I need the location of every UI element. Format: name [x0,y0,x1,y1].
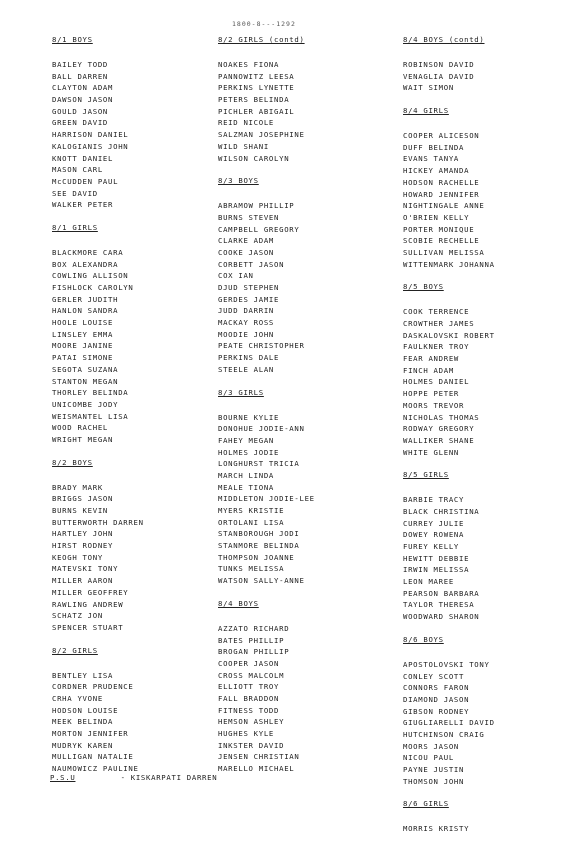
student-name: PERKINS LYNETTE [218,83,295,93]
class-section [218,34,383,164]
student-list [403,494,553,623]
student-name: ROBINSON DAVID [403,60,475,69]
student-name: JUDD DARRIN [218,306,275,316]
student-name: HODSON LOUISE [52,705,119,715]
student-name: NICOU PAUL [403,753,454,763]
student-name: HOOLE LOUISE [52,318,114,328]
column-3 [403,34,553,846]
student-name: LONGHURST TRICIA [218,459,300,469]
student-name: BUTTERWORTH DARREN [52,517,144,527]
student-name: WAIT SIMON [403,83,454,93]
student-name: REID NICOLE [218,118,275,128]
student-name: FISHLOCK CAROLYN [52,283,134,292]
student-name: BENTLEY LISA [52,670,114,680]
student-name: FINCH ADAM [403,365,454,375]
class-section [218,175,383,375]
student-name: PATAI SIMONE [52,353,114,363]
student-name: LEON MAREE [403,577,454,587]
student-name: FUREY KELLY [403,542,460,551]
footer-text: - KISKARPATI DARREN [120,773,218,782]
student-name: WRIGHT MEGAN [52,434,114,444]
student-list [218,412,383,587]
student-name: BOX ALEXANDRA [52,259,119,269]
student-name: HOWARD JENNIFER [403,189,480,199]
student-name: MORRIS KRISTY [403,824,470,834]
student-name: COOKE JASON [218,247,275,257]
student-name: PEARSON BARBARA [403,588,480,598]
section-heading: 8/4 BOYS (contd) [403,35,485,44]
section-heading: 8/5 GIRLS [403,470,449,480]
student-name: SEGOTA SUZANA [52,364,119,374]
student-name: HEMSON ASHLEY [218,717,285,727]
student-name: GOULD JASON [52,106,109,116]
student-list [403,59,553,94]
section-heading: 8/3 GIRLS [218,387,264,397]
student-name: STANTON MEGAN [52,376,119,386]
student-name: WALKER PETER [52,200,114,210]
class-section [218,598,383,775]
student-name: NICHOLAS THOMAS [403,412,480,422]
student-name: KALOGIANIS JOHN [52,141,129,151]
student-name: SPENCER STUART [52,622,124,632]
student-name: WEISMANTEL LISA [52,411,129,421]
student-name: WATSON SALLY-ANNE [218,576,305,586]
student-name: MACKAY ROSS [218,318,275,328]
student-name: THORLEY BELINDA [52,388,129,398]
section-heading: 8/2 GIRLS [52,645,98,655]
class-section [52,457,202,634]
student-name: KNOTT DANIEL [52,153,114,163]
student-name: NIGHTINGALE ANNE [403,201,485,211]
student-name: COX IAN [218,271,254,281]
class-section [52,34,202,211]
student-name: NOAKES FIONA [218,60,280,69]
student-name: ORTOLANI LISA [218,517,285,527]
student-name: HARTLEY JOHN [52,529,114,539]
student-name: IRWIN MELISSA [403,565,470,575]
student-name: DAWSON JASON [52,95,114,105]
student-name: TUNKS MELISSA [218,564,285,574]
student-list [218,623,383,775]
class-section [403,469,553,623]
top-note: 1800-8---1292 [232,20,296,28]
student-name: MATEVSKI TONY [52,564,119,574]
student-name: BOURNE KYLIE [218,412,280,422]
student-name: HODSON RACHELLE [403,177,480,187]
student-name: HICKEY AMANDA [403,166,470,176]
class-section [403,634,553,788]
student-name: FALL BRADDON [218,693,280,703]
student-name: PANNOWITZ LEESA [218,71,295,81]
student-name: DIAMOND JASON [403,694,470,704]
student-name: CAMPBELL GREGORY [218,224,300,234]
student-name: CROWTHER JAMES [403,319,475,328]
student-name: MULLIGAN NATALIE [52,752,134,762]
student-name: NAUMOWICZ PAULINE [52,764,139,774]
student-name: SCOBIE RECHELLE [403,236,480,246]
section-heading: 8/4 BOYS [218,598,259,608]
student-name: FAULKNER TROY [403,342,470,352]
section-heading: 8/6 BOYS [403,634,444,644]
student-name: BURNS KEVIN [52,506,109,515]
student-name: MEEK BELINDA [52,717,114,727]
student-name: ABRAMOW PHILLIP [218,201,295,211]
column-2 [218,34,383,786]
section-heading: 8/1 GIRLS [52,222,98,232]
student-name: CLARKE ADAM [218,236,275,246]
student-name: BALL DARREN [52,71,109,81]
footer-label: P.S.U [50,773,76,782]
student-name: DUFF BELINDA [403,142,465,152]
student-name: HUGHES KYLE [218,729,275,738]
section-heading: 8/4 GIRLS [403,106,449,116]
student-name: SCHATZ JON [52,611,103,621]
student-name: FEAR ANDREW [403,354,460,364]
student-name: SULLIVAN MELISSA [403,247,485,257]
student-name: CURREY JULIE [403,518,465,528]
student-name: SALZMAN JOSEPHINE [218,130,305,140]
student-name: CONNORS FARON [403,683,470,693]
student-name: TAYLOR THERESA [403,600,475,610]
student-name: DOWEY ROWENA [403,530,465,540]
student-name: COOK TERRENCE [403,307,470,317]
student-name: HANLON SANDRA [52,306,119,316]
student-name: MORTON JENNIFER [52,729,129,738]
student-name: AZZATO RICHARD [218,623,290,633]
student-name: STANBOROUGH JODI [218,529,300,539]
student-list [403,823,553,835]
student-name: SEE DAVID [52,188,98,198]
student-name: WILSON CAROLYN [218,153,290,163]
student-name: MOODIE JOHN [218,329,275,339]
student-name: WOODWARD SHARON [403,612,480,622]
student-name: COOPER ALICESON [403,131,480,141]
student-name: THOMPSON JOANNE [218,552,295,562]
student-list [52,59,202,211]
student-list [218,200,383,375]
student-name: McCUDDEN PAUL [52,176,119,186]
student-name: PAYNE JUSTIN [403,765,465,774]
student-name: WALLIKER SHANE [403,435,475,445]
student-name: MIDDLETON JODIE-LEE [218,494,315,504]
student-name: LINSLEY EMMA [52,329,114,339]
student-name: VENAGLIA DAVID [403,71,475,81]
student-name: BURNS STEVEN [218,212,280,222]
student-name: WOOD RACHEL [52,423,109,433]
student-name: CROSS MALCOLM [218,670,285,680]
student-name: GERDES JAMIE [218,294,280,304]
student-name: INKSTER DAVID [218,740,285,750]
student-name: CLAYTON ADAM [52,83,114,93]
student-name: BRIGGS JASON [52,494,114,504]
student-name: HARRISON DANIEL [52,130,129,140]
student-name: THOMSON JOHN [403,776,465,786]
student-name: BROGAN PHILLIP [218,647,290,657]
student-name: MOORS TREVOR [403,400,465,410]
student-name: HEWITT DEBBIE [403,553,470,563]
student-name: BLACKMORE CARA [52,247,124,257]
column-1 [52,34,202,786]
student-name: BAILEY TODD [52,60,109,69]
student-name: WILD SHANI [218,141,269,151]
student-name: MARELLO MICHAEL [218,764,295,774]
class-section [218,387,383,587]
section-heading: 8/5 BOYS [403,282,444,292]
class-section [403,105,553,270]
student-name: MYERS KRISTIE [218,506,285,515]
section-heading: 8/3 BOYS [218,176,259,186]
student-name: RAWLING ANDREW [52,599,124,609]
student-name: KEOGH TONY [52,552,103,562]
section-heading: 8/6 GIRLS [403,799,449,809]
student-name: COOPER JASON [218,658,280,668]
student-name: DASKALOVSKI ROBERT [403,330,495,340]
student-name: MILLER AARON [52,576,114,586]
student-name: DJUD STEPHEN [218,283,280,292]
student-name: O'BRIEN KELLY [403,212,470,222]
student-name: WITTENMARK JOHANNA [403,259,495,269]
student-name: CRHA YVONE [52,693,103,703]
student-list [52,670,202,775]
student-name: HOPPE PETER [403,389,460,399]
student-name: RODWAY GREGORY [403,424,475,434]
student-list [52,247,202,446]
student-name: BATES PHILLIP [218,635,285,645]
student-name: MOORS JASON [403,741,460,751]
student-name: MASON CARL [52,165,103,175]
student-name: COWLING ALLISON [52,271,129,281]
class-section [403,798,553,835]
student-name: MUDRYK KAREN [52,740,114,750]
student-name: MILLER GEOFFREY [52,587,129,597]
class-section [403,281,553,458]
student-name: HOLMES JODIE [218,447,280,457]
student-name: STANMORE BELINDA [218,541,300,551]
footer [50,773,217,782]
student-name: GERLER JUDITH [52,294,119,304]
student-name: JENSEN CHRISTIAN [218,752,300,762]
class-section [403,34,553,94]
student-list [403,130,553,270]
student-list [52,482,202,634]
student-name: HIRST RODNEY [52,541,114,551]
section-heading: 8/2 BOYS [52,457,93,467]
student-name: BARBIE TRACY [403,495,465,505]
student-name: CORDNER PRUDENCE [52,682,134,692]
student-list [403,306,553,458]
student-name: GIUGLIARELLI DAVID [403,718,495,728]
student-name: CORBETT JASON [218,259,285,269]
student-name: APOSTOLOVSKI TONY [403,659,490,669]
class-section [52,222,202,446]
section-heading: 8/2 GIRLS (contd) [218,35,305,44]
student-name: BRADY MARK [52,482,103,492]
student-name: GIBSON RODNEY [403,706,470,716]
student-name: DONOHUE JODIE-ANN [218,424,305,434]
section-heading: 8/1 BOYS [52,35,93,44]
student-name: FAHEY MEGAN [218,435,275,445]
student-name: CONLEY SCOTT [403,671,465,681]
student-name: PETERS BELINDA [218,95,290,105]
student-name: ELLIOTT TROY [218,682,280,692]
student-name: EVANS TANYA [403,154,460,164]
student-name: HUTCHINSON CRAIG [403,729,485,739]
student-name: FITNESS TODD [218,705,280,715]
student-name: PICHLER ABIGAIL [218,106,295,116]
student-name: MOORE JANINE [52,341,114,351]
student-name: BLACK CHRISTINA [403,506,480,516]
student-name: GREEN DAVID [52,118,109,128]
student-name: WHITE GLENN [403,447,460,457]
student-list [218,59,383,164]
class-section [52,645,202,775]
student-list [403,659,553,788]
student-name: UNICOMBE JODY [52,399,119,409]
student-name: PEATE CHRISTOPHER [218,341,305,351]
student-name: MEALE TIONA [218,482,275,492]
student-name: PERKINS DALE [218,353,280,363]
student-name: HOLMES DANIEL [403,377,470,387]
student-name: MARCH LINDA [218,470,275,480]
student-name: PORTER MONIQUE [403,224,475,234]
student-name: STEELE ALAN [218,364,275,374]
